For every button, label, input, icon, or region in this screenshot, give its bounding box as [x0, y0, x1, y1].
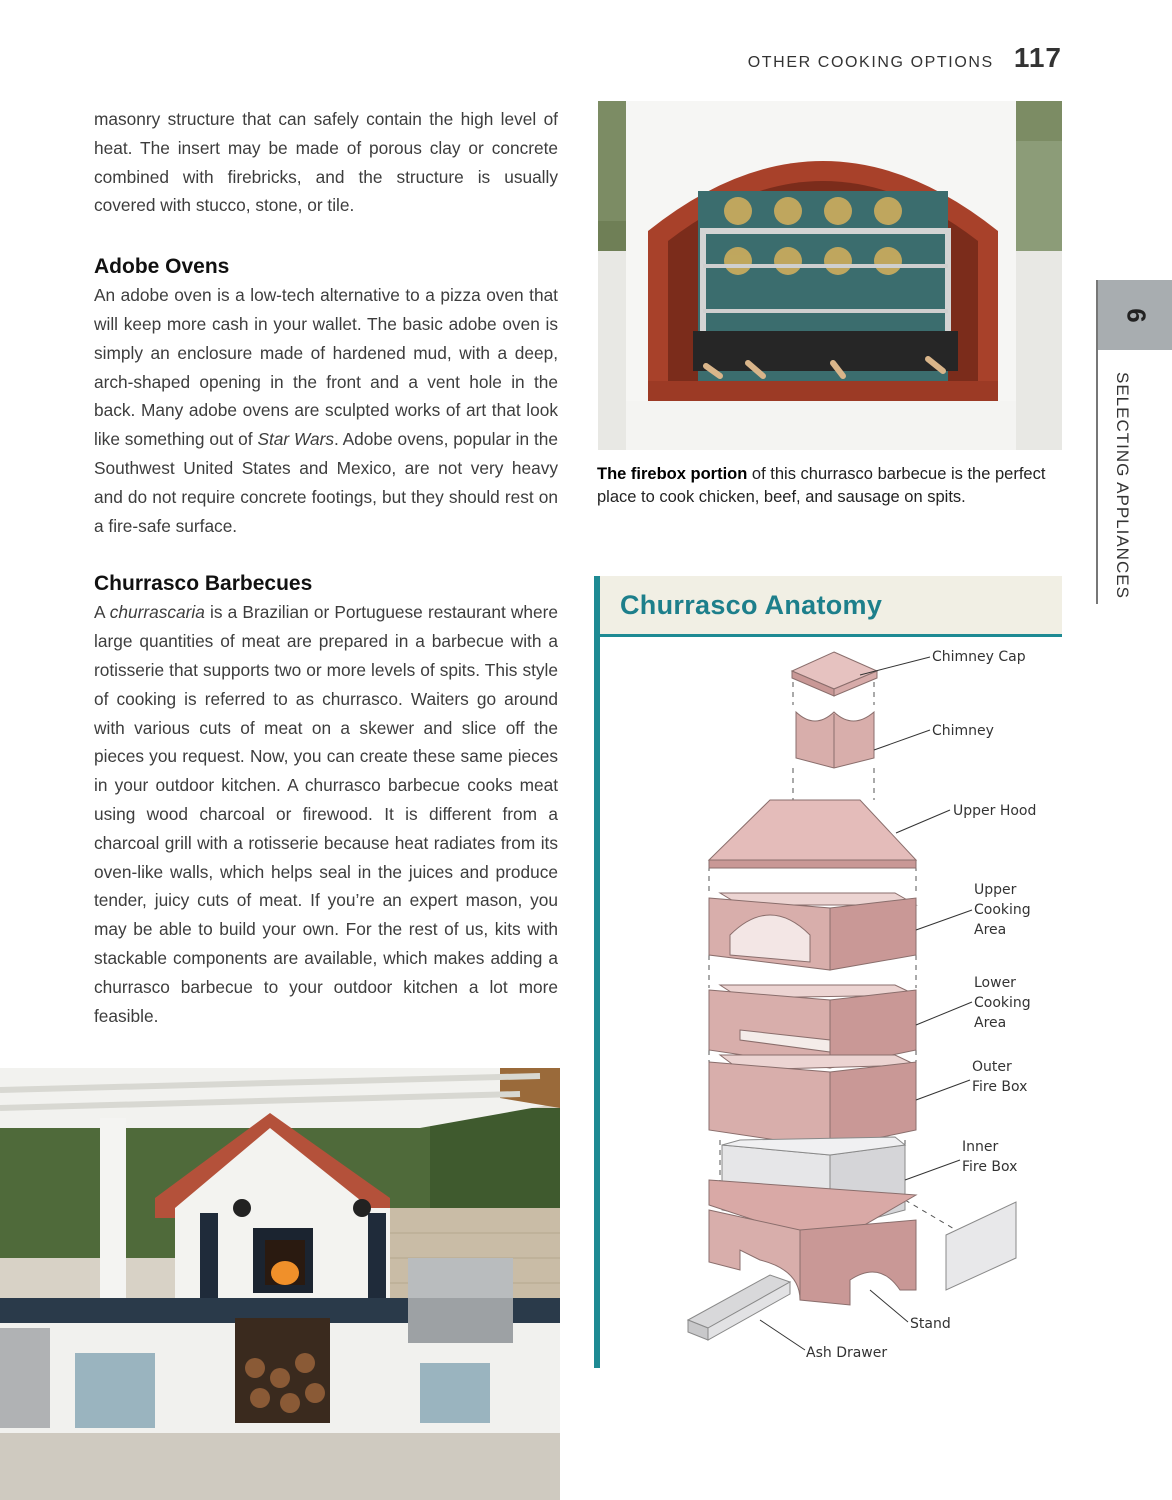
label-lower-cooking-1: Lower: [974, 975, 1016, 991]
running-head: [748, 42, 1062, 74]
label-chimney: Chimney: [932, 723, 994, 739]
label-inner-fire-1: Inner: [962, 1139, 999, 1155]
label-chimney-cap: Chimney Cap: [932, 649, 1026, 665]
chapter-number: 6: [1121, 307, 1152, 323]
adobe-italic: Star Wars: [257, 429, 334, 450]
label-upper-cooking-3: Area: [974, 922, 1007, 938]
label-stand: Stand: [910, 1316, 951, 1332]
label-outer-fire-1: Outer: [972, 1059, 1012, 1075]
label-upper-hood: Upper Hood: [953, 803, 1037, 819]
churrasco-italic: churrascaria: [109, 602, 205, 623]
anatomy-sidebar: [594, 576, 1068, 1368]
anatomy-header: [600, 576, 1062, 637]
label-upper-cooking-2: Cooking: [974, 902, 1031, 918]
chapter-number-box: [1098, 280, 1172, 350]
intro-paragraph: masonry structure that can safely contain the high level of heat. The insert may be made of porous clay or concrete combined with firebricks, and the structure is usually covered with stucco, stone, or tile.: [94, 109, 558, 216]
caption-bold: The firebox portion: [597, 465, 748, 483]
label-outer-fire-2: Fire Box: [972, 1079, 1028, 1095]
firebox-photo: [598, 101, 1062, 450]
churrasco-text-2: is a Brazilian or Portuguese restaurant where large quantities of meat are prepared in a barbecue with a rotisserie that supports two or more levels of spits. This style of cooking is referred to as churrasco. Waiters go around with various cuts of meat on a skewer and slice off the pieces you request. Now, you can create these same pieces in your outdoor kitchen. A churrasco barbecue cooks meat using wood charcoal or firewood. It is different from a charcoal grill with a rotisserie because heat radiates from its oven-like walls, which helps seal in the juices and produce tender, juicy cuts of meat. If you’re an expert mason, you may be able to build your own. For the rest of us, kits with stackable components are available, which makes adding a churrasco barbecue to your outdoor kitchen a lot more feasible.: [94, 602, 559, 1026]
label-inner-fire-2: Fire Box: [962, 1159, 1018, 1175]
churrasco-heading: Churrasco Barbecues: [94, 572, 313, 596]
adobe-text-1: An adobe oven is a low-tech alternative to a pizza oven that will keep more cash in your wallet. The basic adobe oven is simply an enclosure made of hardened mud, with a deep, arch-shaped opening in the front and a vent hole in the back. Many adobe ovens are sculpted works of art that look like something out of: [94, 285, 558, 450]
caption-text: of this churrasco barbecue is the perfect place to cook chicken, beef, and sausage on spits.: [597, 465, 1046, 506]
anatomy-title: Churrasco Anatomy: [620, 590, 883, 620]
churrasco-text-1: A: [94, 602, 110, 623]
chapter-title: SELECTING APPLIANCES: [1113, 372, 1132, 599]
outdoor-kitchen-photo: [0, 1068, 560, 1500]
chapter-tab: [1096, 280, 1172, 604]
adobe-paragraph: [94, 281, 558, 540]
churrasco-paragraph: [94, 598, 558, 1030]
label-ash-drawer: Ash Drawer: [806, 1345, 888, 1361]
label-lower-cooking-3: Area: [974, 1015, 1007, 1031]
body-column: [94, 105, 558, 1030]
adobe-heading: Adobe Ovens: [94, 255, 230, 279]
label-lower-cooking-2: Cooking: [974, 995, 1031, 1011]
label-upper-cooking-1: Upper: [974, 882, 1017, 898]
page-number: 117: [1013, 42, 1062, 73]
running-title: OTHER COOKING OPTIONS: [747, 54, 994, 71]
photo-caption: [597, 463, 1067, 509]
adobe-text-2: . Adobe ovens, popular in the Southwest United States and Mexico, are not very heavy and do not require concrete footings, but they should rest on a fire-safe surface.: [94, 429, 558, 536]
